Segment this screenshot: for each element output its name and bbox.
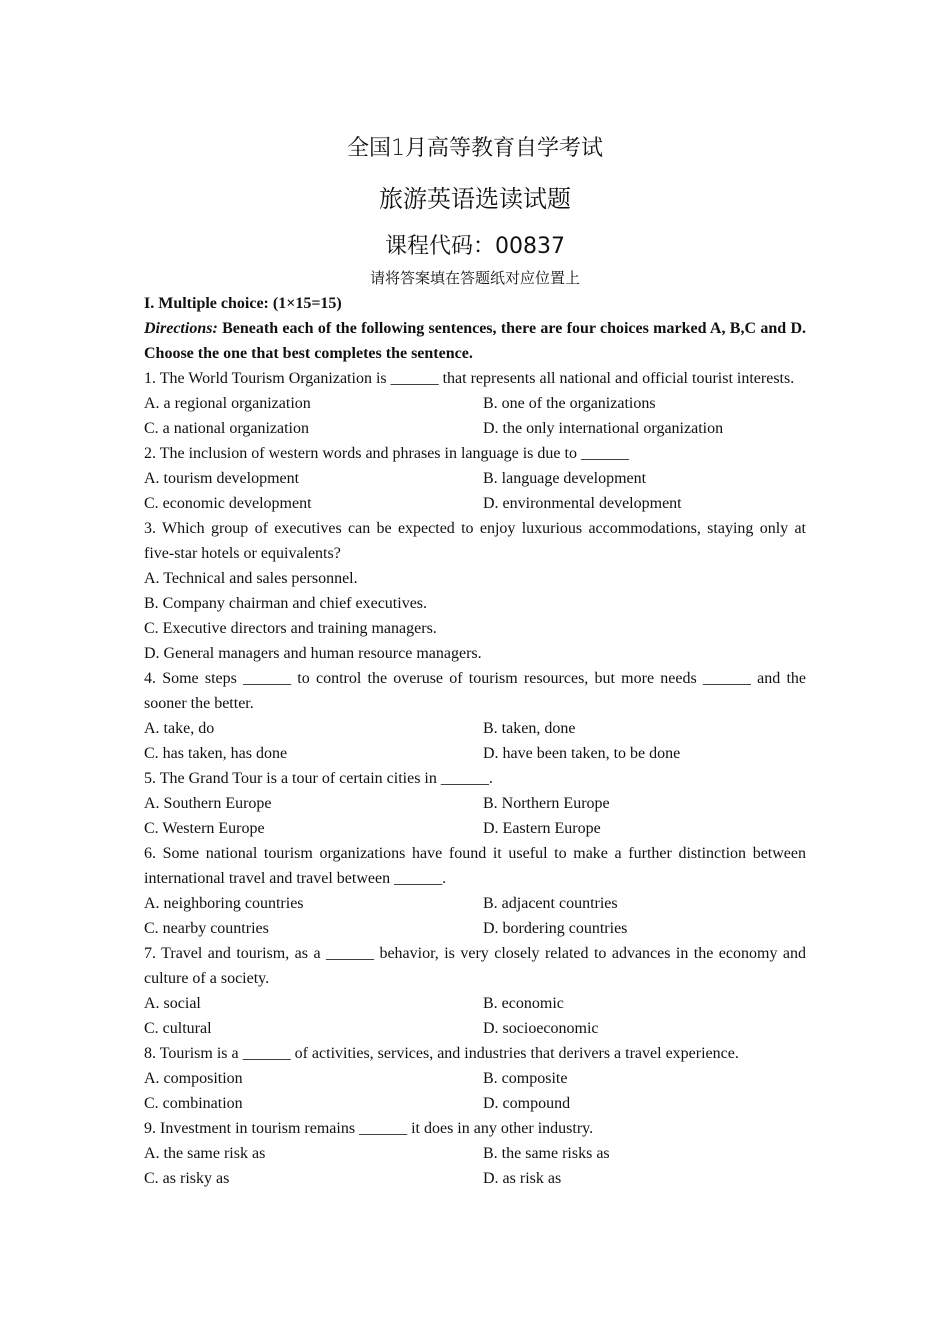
question-stem: 3. Which group of executives can be expected to enjoy luxurious accommodations, staying only at five-star hotels or equivalents? xyxy=(144,520,806,562)
option-a: A. Southern Europe xyxy=(144,795,272,812)
option-d: D. environmental development xyxy=(483,495,682,512)
option-a: A. composition xyxy=(144,1070,243,1087)
directions xyxy=(144,316,806,366)
option-c: C. Western Europe xyxy=(144,820,265,837)
option-b: B. language development xyxy=(483,470,647,487)
option-a: A. neighboring countries xyxy=(144,895,304,912)
option-a: A. the same risk as xyxy=(144,1145,266,1162)
exam-title: 全国1月高等教育自学考试 xyxy=(347,136,603,161)
options-grid xyxy=(144,791,806,841)
options-grid xyxy=(144,466,806,516)
option-b: B. adjacent countries xyxy=(483,895,618,912)
options-grid xyxy=(144,991,806,1041)
option-a: A. take, do xyxy=(144,720,215,737)
question-stem: 5. The Grand Tour is a tour of certain cities in ______. xyxy=(144,770,493,787)
option-c: C. cultural xyxy=(144,1020,212,1037)
options-grid xyxy=(144,1066,806,1116)
option-c: C. combination xyxy=(144,1095,243,1112)
question-stem: 8. Tourism is a ______ of activities, services, and industries that derivers a travel experience. xyxy=(144,1045,739,1062)
question-stem: 9. Investment in tourism remains ______ it does in any other industry. xyxy=(144,1120,594,1137)
option-c: C. as risky as xyxy=(144,1170,230,1187)
options-list xyxy=(144,566,806,666)
option-b: B. composite xyxy=(483,1070,568,1087)
exam-subject: 旅游英语选读试题 xyxy=(379,185,571,213)
option-b: B. one of the organizations xyxy=(483,395,656,412)
option-d: D. socioeconomic xyxy=(483,1020,599,1037)
option-b: B. Northern Europe xyxy=(483,795,610,812)
option-b: B. economic xyxy=(483,995,564,1012)
options-grid xyxy=(144,391,806,441)
answer-instruction: 请将答案填在答题纸对应位置上 xyxy=(369,269,580,287)
option-d: D. as risk as xyxy=(483,1170,562,1187)
option-a: A. tourism development xyxy=(144,470,300,487)
option-c: C. a national organization xyxy=(144,420,309,437)
option-c: C. economic development xyxy=(144,495,312,512)
options-grid xyxy=(144,891,806,941)
question-stem: 6. Some national tourism organizations have found it useful to make a further distinction between international travel and travel between ______. xyxy=(144,845,806,887)
option-b: B. the same risks as xyxy=(483,1145,610,1162)
option-a: A. Technical and sales personnel. xyxy=(144,570,358,587)
option-a: A. a regional organization xyxy=(144,395,311,412)
option-b: B. Company chairman and chief executives. xyxy=(144,595,428,612)
option-b: B. taken, done xyxy=(483,720,576,737)
option-c: C. Executive directors and training managers. xyxy=(144,620,437,637)
directions-text: Beneath each of the following sentences, there are four choices marked A, B,C and D. Choose the one that best completes the sentence. xyxy=(144,320,806,362)
option-c: C. has taken, has done xyxy=(144,745,288,762)
option-d: D. Eastern Europe xyxy=(483,820,601,837)
course-code: 课程代码：00837 xyxy=(385,234,565,259)
question-stem: 2. The inclusion of western words and phrases in language is due to ______ xyxy=(144,445,629,462)
exam-page xyxy=(144,132,806,1191)
options-grid xyxy=(144,716,806,766)
option-d: D. bordering countries xyxy=(483,920,628,937)
question-stem: 4. Some steps ______ to control the overuse of tourism resources, but more needs ______ and the sooner the better. xyxy=(144,670,806,712)
option-c: C. nearby countries xyxy=(144,920,269,937)
option-d: D. the only international organization xyxy=(483,420,724,437)
question-stem: 1. The World Tourism Organization is ______ that represents all national and official tourist interests. xyxy=(144,370,795,387)
option-a: A. social xyxy=(144,995,201,1012)
option-d: D. have been taken, to be done xyxy=(483,745,681,762)
option-d: D. General managers and human resource managers. xyxy=(144,645,482,662)
options-grid xyxy=(144,1141,806,1191)
question-stem: 7. Travel and tourism, as a ______ behavior, is very closely related to advances in the economy and culture of a society. xyxy=(144,945,806,987)
option-d: D. compound xyxy=(483,1095,571,1112)
directions-label: Directions: xyxy=(144,320,218,337)
section-heading: I. Multiple choice: (1×15=15) xyxy=(144,295,342,312)
